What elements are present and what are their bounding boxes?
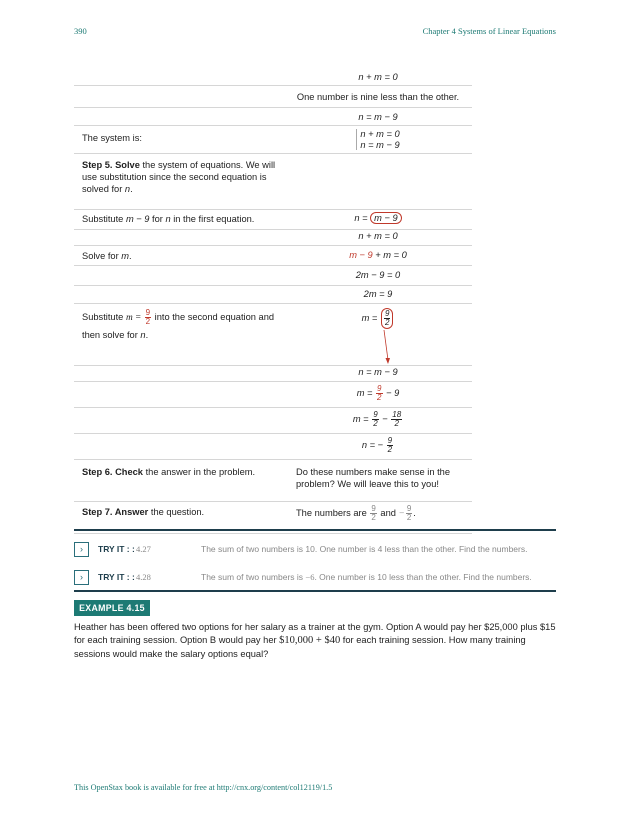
fraction: $\frac{9}{2}$ xyxy=(377,384,382,402)
equation: m − 9 + m = 0 xyxy=(349,250,407,260)
step-row xyxy=(74,154,472,210)
step-row xyxy=(74,460,472,502)
step-row xyxy=(74,86,472,108)
step-5-label: Step 5. Solve xyxy=(82,160,140,170)
circled-fraction: $\frac{9}{2}$ xyxy=(381,308,393,329)
step-7-text: Step 7. Answer the question. xyxy=(82,507,205,517)
step-row xyxy=(74,108,472,126)
chevron-right-icon[interactable]: › xyxy=(74,570,89,585)
step-6-answer: Do these numbers make sense in the problem? We will leave this to you! xyxy=(296,467,450,490)
step-label: The system is: xyxy=(82,133,142,143)
var: n xyxy=(124,184,131,195)
fraction: $\frac{9}{2}$ xyxy=(145,308,151,327)
example-badge: EXAMPLE 4.15 xyxy=(74,600,150,616)
step-text: Substitute m = $\frac{9}{2}$ into the second equation and then solve for n. xyxy=(82,308,275,340)
step-row xyxy=(74,434,472,460)
try-it-number: 4.27 xyxy=(136,544,151,554)
step-row xyxy=(74,304,472,366)
footer-text: This OpenStax book is available for free at http://cnx.org/content/col12119/1.5 xyxy=(74,783,333,792)
try-it-label: TRY IT : : xyxy=(98,544,135,554)
section-divider xyxy=(74,590,556,592)
step-text: Substitute m − 9 for n in the first equation. xyxy=(82,214,255,224)
chevron-right-icon[interactable]: › xyxy=(74,542,89,557)
substituted-term: m − 9 xyxy=(349,250,373,260)
equation: n = m − 9 xyxy=(284,210,472,229)
step-row xyxy=(74,366,472,382)
equation: n = m − 9 xyxy=(358,367,398,377)
page-number: 390 xyxy=(74,26,87,36)
step-text: Solve for m. xyxy=(82,251,132,261)
try-it-4-28 xyxy=(74,568,556,586)
equation: 2m = 9 xyxy=(363,289,393,299)
step-row xyxy=(74,126,472,154)
system-brace xyxy=(356,129,399,150)
try-it-label: TRY IT : : xyxy=(98,572,135,582)
step-7-answer: The numbers are $\frac{9}{2}$ and − $\frac{9}{2}$ . xyxy=(296,504,416,522)
step-row xyxy=(74,64,472,86)
equation: n = m − 9 xyxy=(360,139,400,150)
worked-steps-table xyxy=(74,64,472,534)
step-row xyxy=(74,210,472,230)
equation: n + m = 0 xyxy=(360,129,400,139)
step-row xyxy=(74,408,472,434)
equation: m = $\frac{9}{2}$ − $\frac{18}{2}$ xyxy=(352,410,402,428)
step-row xyxy=(74,230,472,246)
step-6-text: Step 6. Check the answer in the problem. xyxy=(82,467,256,477)
chapter-title: Chapter 4 Systems of Linear Equations xyxy=(422,26,556,36)
try-it-text: The sum of two numbers is 10. One number is 4 less than the other. Find the numbers. xyxy=(201,544,528,554)
equation: n + m = 0 xyxy=(358,72,398,82)
section-divider xyxy=(74,529,556,531)
fraction: $\frac{9}{2}$ xyxy=(373,410,378,428)
step-6-label: Step 6. Check xyxy=(82,467,143,477)
step-row xyxy=(74,266,472,286)
step-row xyxy=(74,382,472,408)
try-it-4-27 xyxy=(74,540,556,558)
fraction: $\frac{9}{2}$ xyxy=(371,504,376,522)
try-it-number: 4.28 xyxy=(136,572,151,582)
step-7-label: Step 7. Answer xyxy=(82,507,149,517)
equation: n + m = 0 xyxy=(358,231,398,241)
statement: One number is nine less than the other. xyxy=(296,92,460,102)
fraction: $\frac{9}{2}$ xyxy=(406,504,412,522)
step-row xyxy=(74,246,472,266)
equation: m = $\frac{9}{2}$ − 9 xyxy=(356,384,400,402)
example-text: Heather has been offered two options for her salary as a trainer at the gym. Option A would pay her $25,000 plus $15 for each training session. Option B would pay her $10,000 + $40 for each training session. How many training sessions would make the salary options equal? xyxy=(74,622,556,659)
punct: . xyxy=(130,184,133,195)
fraction: $\frac{18}{2}$ xyxy=(392,410,402,428)
circled-term: m − 9 xyxy=(370,212,402,224)
substitution-arrow xyxy=(382,330,392,366)
fraction: $\frac{9}{2}$ xyxy=(387,436,393,454)
equation: m = $\frac{9}{2}$ xyxy=(284,304,472,365)
step-row xyxy=(74,286,472,304)
try-it-text: The sum of two numbers is −6. One number is 10 less than the other. Find the numbers. xyxy=(201,572,532,582)
step-5-text xyxy=(74,154,284,209)
equation: 2m − 9 = 0 xyxy=(355,270,401,280)
step-text: the system of equations. We will use substitution since the second equation is solved for xyxy=(82,160,276,195)
equation: n = − $\frac{9}{2}$ xyxy=(361,436,393,454)
equation: n = m − 9 xyxy=(358,112,398,122)
